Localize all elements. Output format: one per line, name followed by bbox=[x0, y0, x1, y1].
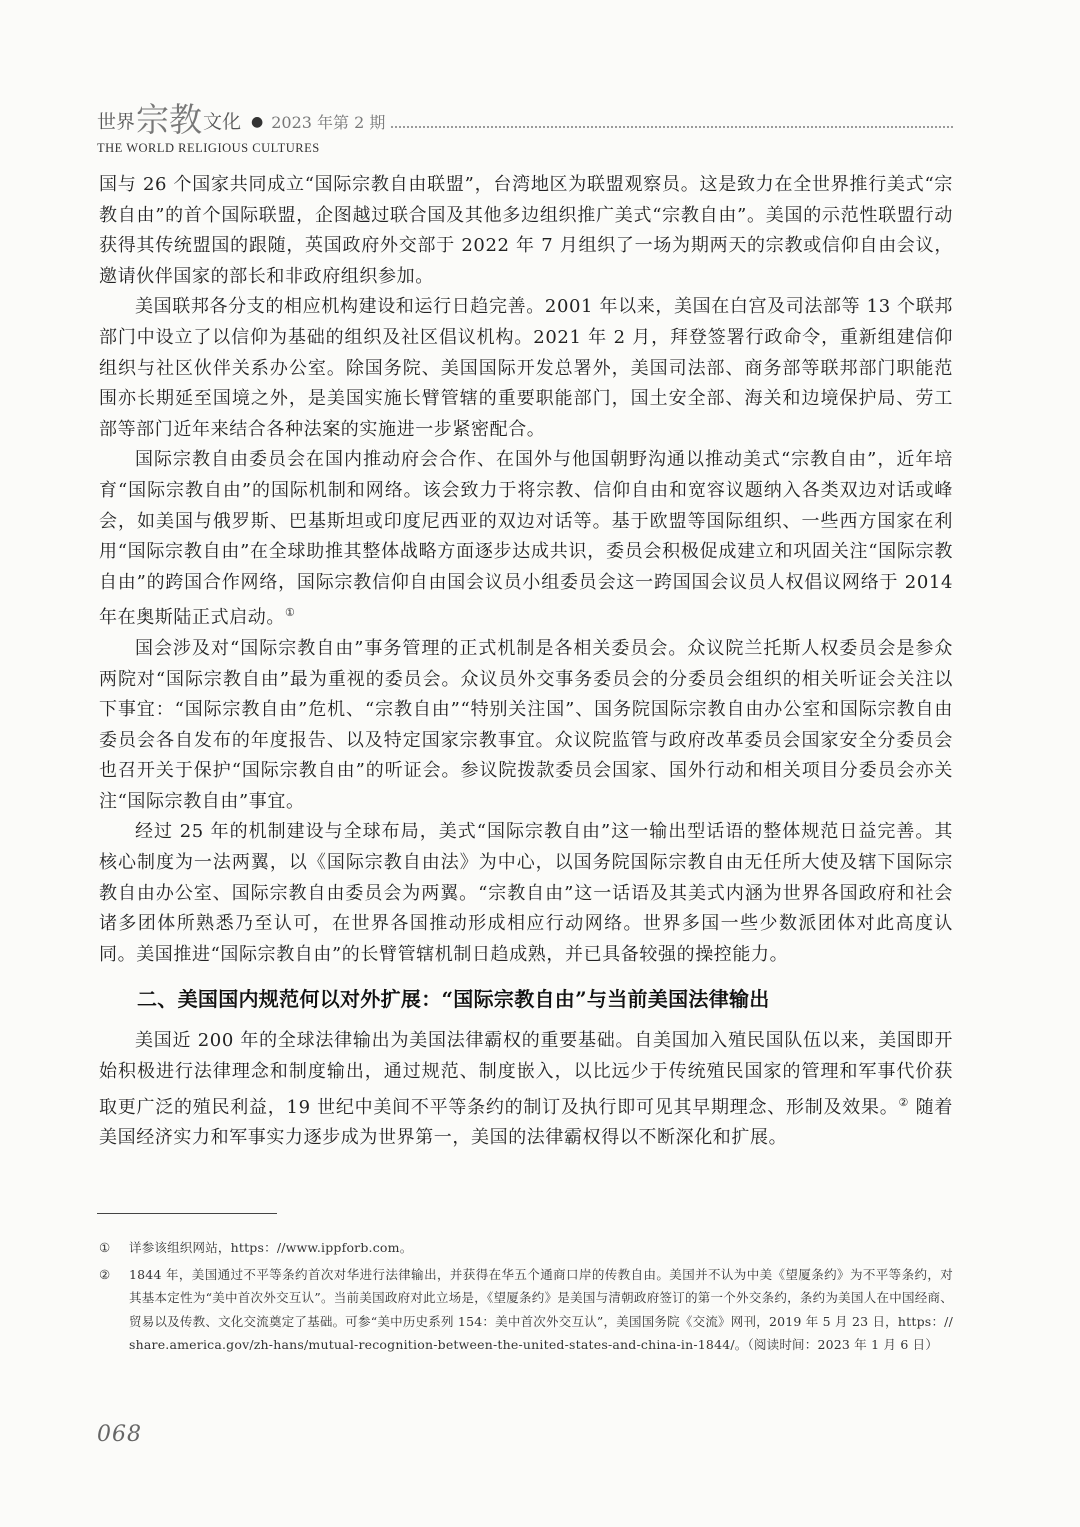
footnote bbox=[99, 1263, 953, 1357]
journal-title-emphasis: 宗教 bbox=[136, 100, 203, 139]
body-paragraph bbox=[99, 445, 953, 634]
footnote-ref-1[interactable]: ① bbox=[285, 606, 296, 620]
paragraph-text: 国际宗教自由委员会在国内推动府会合作、在国外与他国朝野沟通以推动美式“宗教自由”，近年培育“国际宗教自由”的国际机制和网络。该会致力于将宗教、信仰自由和宽容议题纳入各类双边对话或峰会，如美国与俄罗斯、巴基斯坦或印度尼西亚的双边对话等。基于欧盟等国际组织、一些西方国家在利用“国际宗教自由”在全球助推其整体战略方面逐步达成共识，委员会积极促成建立和巩固关注“国际宗教自由”的跨国合作网络，国际宗教信仰自由国会议员小组委员会这一跨国国会议员人权倡议网络于 2014 年在奥斯陆正式启动。 bbox=[99, 449, 953, 629]
body-paragraph: 国会涉及对“国际宗教自由”事务管理的正式机制是各相关委员会。众议院兰托斯人权委员会是参众两院对“国际宗教自由”最为重视的委员会。众议员外交事务委员会的分委员会组织的相关听证会关注以下事宜：“国际宗教自由”危机、“宗教自由”“特别关注国”、国务院国际宗教自由办公室和国际宗教自由委员会各自发布的年度报告、以及特定国家宗教事宜。众议院监管与政府改革委员会国家安全分委员会也召开关于保护“国际宗教自由”的听证会。参议院拨款委员会国家、国外行动和相关项目分委员会亦关注“国际宗教自由”事宜。 bbox=[99, 637, 953, 812]
body-paragraph: 经过 25 年的机制建设与全球布局，美式“国际宗教自由”这一输出型话语的整体规范日益完善。其核心制度为一法两翼，以《国际宗教自由法》为中心，以国务院国际宗教自由无任所大使及辖下国际宗教自由办公室、国际宗教自由委员会为两翼。“宗教自由”这一话语及其美式内涵为世界各国政府和社会诸多团体所熟悉乃至认可，在世界各国推动形成相应行动网络。世界多国一些少数派团体对此高度认同。美国推进“国际宗教自由”的长臂管辖机制日趋成熟，并已具备较强的操控能力。 bbox=[99, 821, 953, 965]
journal-title-prefix: 世界 bbox=[97, 111, 136, 133]
issue-label: 2023 年第 2 期 bbox=[271, 113, 386, 132]
running-header bbox=[97, 100, 953, 156]
footnote-ref-2[interactable]: ② bbox=[898, 1095, 910, 1109]
dotted-leader bbox=[391, 126, 953, 128]
article-body bbox=[99, 170, 953, 1154]
footnote-divider bbox=[97, 1213, 277, 1214]
body-paragraph: 国与 26 个国家共同成立“国际宗教自由联盟”，台湾地区为联盟观察员。这是致力在全世界推行美式“宗教自由”的首个国际联盟，企图越过联合国及其他多边组织推广美式“宗教自由”。美国的示范性联盟行动获得其传统盟国的跟随，英国政府外交部于 2022 年 7 月组织了一场为期两天的宗教或信仰自由会议，邀请伙伴国家的部长和非政府组织参加。 bbox=[99, 174, 953, 287]
body-paragraph bbox=[99, 1026, 953, 1153]
footnote bbox=[99, 1236, 953, 1260]
page-number: 068 bbox=[97, 1422, 142, 1447]
journal-title-suffix: 文化 bbox=[203, 111, 242, 133]
footnote-mark: ② bbox=[99, 1266, 111, 1282]
footnote-text: 详参该组织网站，https：//www.ippforb.com。 bbox=[129, 1240, 413, 1255]
footnote-mark: ① bbox=[99, 1240, 111, 1255]
footnote-text: 1844 年，美国通过不平等条约首次对华进行法律输出，并获得在华五个通商口岸的传教自由。美国并不认为中美《望厦条约》为不平等条约，对其基本定性为“美中首次外交互认”。当前美国政府对此立场是，《望厦条约》是美国与清朝政府签订的第一个外交条约，条约为美国人在中国经商、贸易以及传教、文化交流奠定了基础。可参“美中历史系列 154：美中首次外交互认”，美国国务院《交流》网刊，2019 年 5 月 23 日，https：//share.america.gov/zh-hans/mutual-recognition-between-the-united-states-and-china-in-1844/。（阅读时间：2023 年 1 月 6 日） bbox=[129, 1266, 953, 1352]
journal-title-row bbox=[97, 100, 953, 139]
paragraph-text: 美国近 200 年的全球法律输出为美国法律霸权的重要基础。自美国加入殖民国队伍以来，美国即开始积极进行法律理念和制度输出，通过规范、制度嵌入，以比远少于传统殖民国家的管理和军事代价获取更广泛的殖民利益，19 世纪中美间不平等条约的制订及执行即可见其早期理念、形制及效果。 bbox=[99, 1030, 953, 1118]
section-heading: 二、美国国内规范何以对外扩展：“国际宗教自由”与当前美国法律输出 bbox=[137, 987, 770, 1012]
journal-english-title: THE WORLD RELIGIOUS CULTURES bbox=[97, 141, 320, 155]
paragraph-text: 随着美国经济实力和军事实力逐步成为世界第一，美国的法律霸权得以不断深化和扩展。 bbox=[99, 1096, 953, 1149]
body-paragraph: 美国联邦各分支的相应机构建设和运行日趋完善。2001 年以来，美国在白宫及司法部等 13 个联邦部门中设立了以信仰为基础的组织及社区倡议机构。2021 年 2 月，拜登签署行政命令，重新组建信仰组织与社区伙伴关系办公室。除国务院、美国国际开发总署外，美国司法部、商务部等联邦部门职能范围亦长期延至国境之外，是美国实施长臂管辖的重要职能部门，国土安全部、海关和边境保护局、劳工部等部门近年来结合各种法案的实施进一步紧密配合。 bbox=[99, 296, 953, 440]
footnotes bbox=[99, 1236, 953, 1357]
bullet-separator: ● bbox=[251, 114, 264, 130]
